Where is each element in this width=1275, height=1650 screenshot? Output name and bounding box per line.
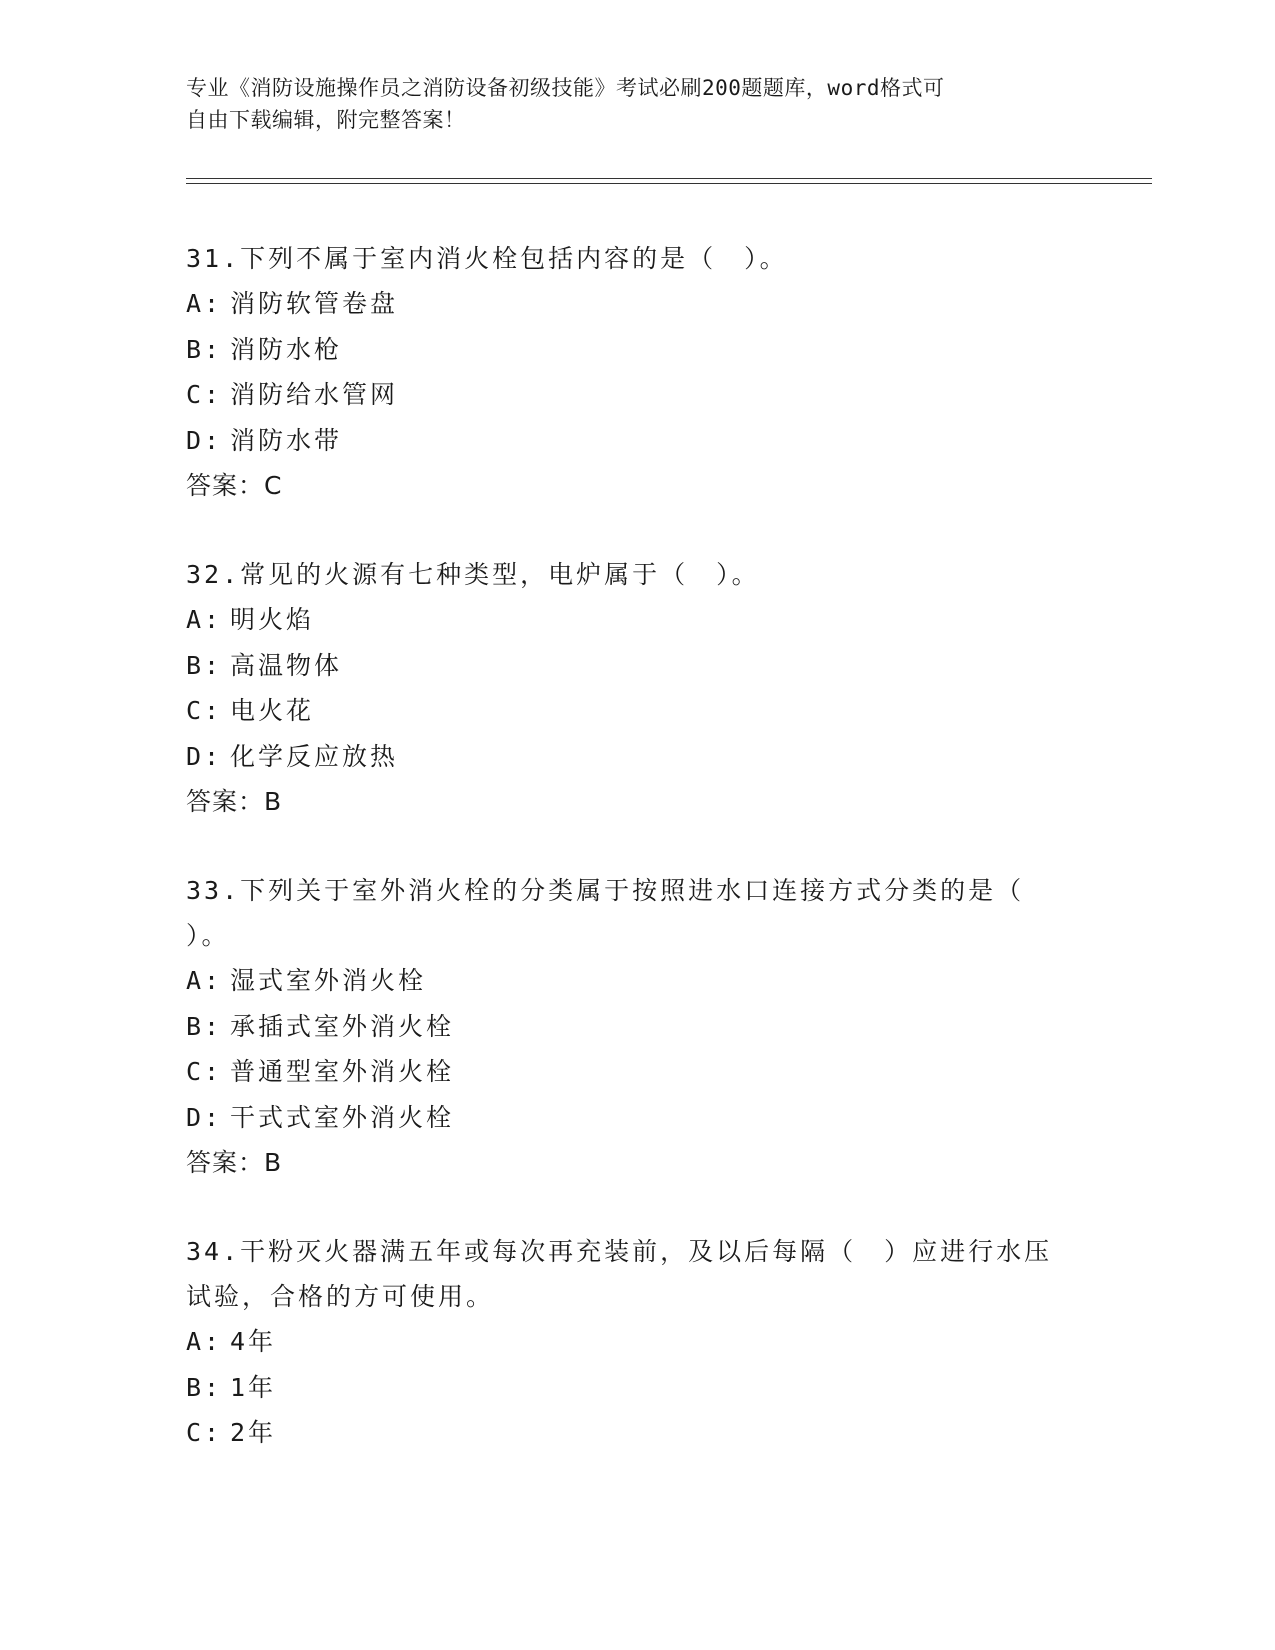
answer-key: 答案：C [186,471,283,500]
answer-option [186,643,1086,689]
answer-option [186,1004,1086,1050]
answer-option [186,958,1086,1004]
option-letter: A: [186,605,223,634]
answer-option [186,281,1086,327]
header-line-1: 专业《消防设施操作员之消防设备初级技能》考试必刷200题题库，word格式可 [186,76,945,100]
question-block [186,868,1086,1185]
option-letter: D: [186,1102,223,1132]
option-text: 电火花 [230,696,315,725]
answer-option [186,1049,1086,1095]
question-text-line: ）。 [186,921,230,950]
question-text-line: 33.下列关于室外消火栓的分类属于按照进水口连接方式分类的是（ [186,876,1025,905]
option-text: 化学反应放热 [230,741,399,771]
option-letter: A: [186,289,223,318]
option-letter: B: [186,1011,223,1041]
question-text-line: 34.干粉灭火器满五年或每次再充装前，及以后每隔（ ）应进行水压 [186,1237,1053,1266]
answer-option [186,597,1086,643]
question-list [186,236,1086,1500]
option-letter: C: [186,1418,223,1447]
option-letter: C: [186,380,223,409]
option-text: 消防软管卷盘 [230,289,399,318]
answer-option [186,327,1086,373]
header-line-2: 自由下载编辑，附完整答案！ [186,108,466,132]
answer-key: 答案：B [186,787,283,816]
option-letter: A: [186,966,223,995]
option-text: 湿式室外消火栓 [230,966,427,995]
option-letter: C: [186,1057,223,1086]
option-text: 4年 [230,1327,277,1356]
option-text: 承插式室外消火栓 [230,1011,455,1041]
answer-option [186,734,1086,780]
question-block [186,1229,1086,1456]
option-text: 普通型室外消火栓 [230,1057,455,1086]
option-text: 明火焰 [230,605,315,634]
option-text: 消防给水管网 [230,380,399,409]
option-letter: A: [186,1327,223,1356]
option-text: 2年 [230,1418,277,1447]
option-text: 消防水枪 [230,334,343,364]
question-text-line: 32.常见的火源有七种类型，电炉属于（ ）。 [186,560,760,589]
option-text: 高温物体 [230,650,343,680]
option-letter: D: [186,741,223,771]
answer-option [186,1365,1086,1411]
answer-option [186,418,1086,464]
document-header [186,72,1086,136]
option-letter: D: [186,425,223,455]
question-text-line: 试验，合格的方可使用。 [186,1282,495,1311]
option-letter: B: [186,650,223,680]
answer-option [186,688,1086,734]
answer-option [186,1319,1086,1365]
answer-option [186,372,1086,418]
answer-key: 答案：B [186,1148,283,1177]
question-block [186,236,1086,508]
question-text-line: 31.下列不属于室内消火栓包括内容的是（ ）。 [186,244,788,273]
question-block [186,552,1086,824]
header-divider-top [186,178,1152,179]
header-divider-bottom [186,183,1152,184]
answer-option [186,1095,1086,1141]
option-letter: B: [186,334,223,364]
option-text: 干式式室外消火栓 [230,1102,455,1132]
option-text: 1年 [230,1372,277,1402]
answer-option [186,1410,1086,1456]
option-text: 消防水带 [230,425,343,455]
option-letter: C: [186,696,223,725]
option-letter: B: [186,1372,223,1402]
